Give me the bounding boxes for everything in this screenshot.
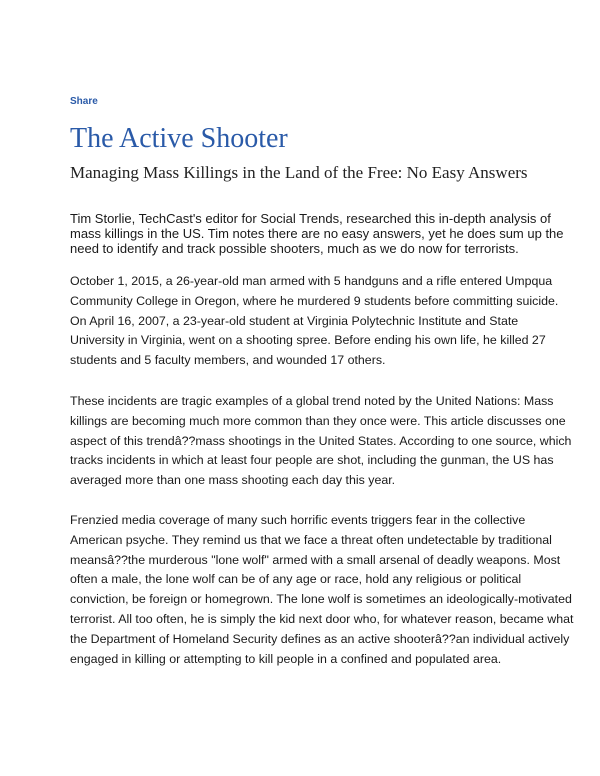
article-title: The Active Shooter xyxy=(70,123,288,154)
article-paragraph: These incidents are tragic examples of a global trend noted by the United Nations: Mass killings are becoming much more common than they once were. This article discusses one aspect of this trendâ??mass shootings in the United States. According to one source, which tracks incidents in which at least four people are shot, including the gunman, the US has averaged more than one mass shooting each day this year. xyxy=(70,394,572,488)
article-intro: Tim Storlie, TechCast's editor for Social Trends, researched this in-depth analysis of mass killings in the US. Tim notes there are no easy answers, yet he does sum up the need to identify and track possible shooters, much as we do now for terrorists. xyxy=(70,211,564,256)
article-paragraph: Frenzied media coverage of many such horrific events triggers fear in the collective American psyche. They remind us that we face a threat often undetectable by traditional meansâ??the murderous "lone wolf" armed with a small arsenal of deadly weapons. Most often a male, the lone wolf can be of any age or race, hold any religious or political conviction, be foreign or homegrown. The lone wolf is sometimes an ideologically-motivated terrorist. All too often, he is simply the kid next door who, for whatever reason, became what the Department of Homeland Security defines as an active shooterâ??an individual actively engaged in killing or attempting to kill people in a confined and populated area. xyxy=(70,513,574,666)
share-link[interactable]: Share xyxy=(70,96,98,107)
article-paragraph: October 1, 2015, a 26-year-old man armed with 5 handguns and a rifle entered Umpqua Community College in Oregon, where he murdered 9 students before committing suicide. On April 16, 2007, a 23-year-old student at Virginia Polytechnic Institute and State University in Virginia, went on a shooting spree. Before ending his own life, he killed 27 students and 5 faculty members, and wounded 17 others. xyxy=(70,274,559,368)
article-subtitle: Managing Mass Killings in the Land of the Free: No Easy Answers xyxy=(70,163,528,182)
